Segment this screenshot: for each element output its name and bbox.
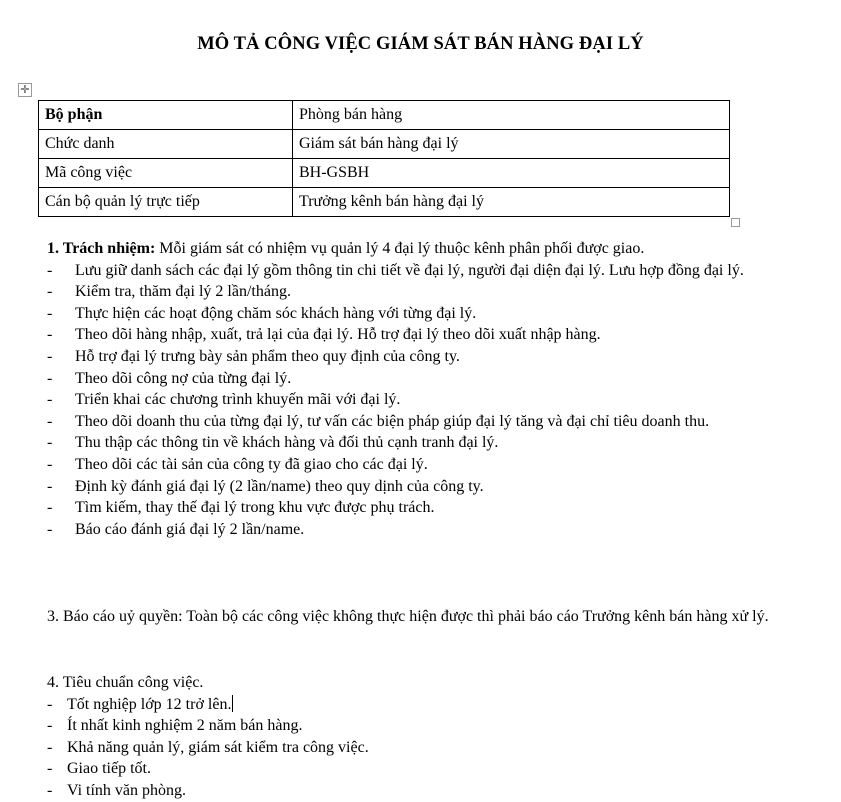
table-cell-value[interactable]: Phòng bán hàng: [293, 101, 730, 130]
list-item: - Thu thập các thông tin về khách hàng và đối thủ cạnh tranh đại lý.: [47, 432, 787, 454]
table-cell-value[interactable]: Trưởng kênh bán hàng đại lý: [293, 188, 730, 217]
list-item: - Giao tiếp tốt.: [47, 758, 787, 780]
table-cell-label[interactable]: Chức danh: [39, 130, 293, 159]
table-cell-value[interactable]: Giám sát bán hàng đại lý: [293, 130, 730, 159]
list-item: - Vi tính văn phòng.: [47, 780, 787, 802]
section3-text: 3. Báo cáo uỷ quyền: Toàn bộ các công việc không thực hiện được thì phải báo cáo Trưởng kênh bán hàng xử lý.: [47, 608, 769, 625]
list-item: - Thực hiện các hoạt động chăm sóc khách hàng với từng đại lý.: [47, 303, 787, 325]
table-row: [39, 130, 730, 159]
list-item: - Tìm kiếm, thay thế đại lý trong khu vực được phụ trách.: [47, 497, 787, 519]
list-item: [47, 694, 787, 716]
section1-intro: Mỗi giám sát có nhiệm vụ quản lý 4 đại lý thuộc kênh phân phối được giao.: [155, 240, 645, 257]
document-title: MÔ TẢ CÔNG VIỆC GIÁM SÁT BÁN HÀNG ĐẠI LÝ: [197, 34, 644, 54]
list-item: - Báo cáo đánh giá đại lý 2 lần/name.: [47, 519, 787, 541]
table-cell-value[interactable]: BH-GSBH: [293, 159, 730, 188]
text-cursor: [232, 695, 233, 712]
list-item: - Khả năng quản lý, giám sát kiểm tra công việc.: [47, 737, 787, 759]
list-item: - Ít nhất kinh nghiệm 2 năm bán hàng.: [47, 715, 787, 737]
list-item-text: Tốt nghiệp lớp 12 trở lên.: [67, 695, 232, 713]
responsibilities-list: [47, 260, 787, 541]
list-item: - Kiểm tra, thăm đại lý 2 lần/tháng.: [47, 281, 787, 303]
table-row: [39, 101, 730, 130]
info-table: [38, 100, 730, 217]
section-reporting: [47, 606, 787, 628]
table-row: [39, 159, 730, 188]
list-item: - Hỗ trợ đại lý trưng bày sản phẩm theo quy định của công ty.: [47, 346, 787, 368]
section1-heading: 1. Trách nhiệm:: [47, 240, 156, 257]
table-row: [39, 188, 730, 217]
list-item: - Theo dõi công nợ của từng đại lý.: [47, 368, 787, 390]
table-cell-label[interactable]: Cán bộ quản lý trực tiếp: [39, 188, 293, 217]
section4-heading: 4. Tiêu chuẩn công việc.: [47, 674, 204, 691]
section-responsibilities: [47, 238, 787, 540]
list-item: - Theo dõi doanh thu của từng đại lý, tư vấn các biện pháp giúp đại lý tăng và đại chỉ tiêu doanh thu.: [47, 411, 787, 433]
list-item: - Lưu giữ danh sách các đại lý gồm thông tin chi tiết về đại lý, người đại diện đại lý. Lưu hợp đồng đại lý.: [47, 260, 787, 282]
table-cell-label[interactable]: Mã công việc: [39, 159, 293, 188]
list-item: - Theo dõi hàng nhập, xuất, trả lại của đại lý. Hỗ trợ đại lý theo dõi xuất nhập hàng.: [47, 324, 787, 346]
list-item: - Theo dõi các tài sản của công ty đã giao cho các đại lý.: [47, 454, 787, 476]
standards-list: [47, 694, 787, 802]
table-move-handle-icon[interactable]: ✛: [18, 83, 32, 97]
section1-heading-line: [47, 238, 787, 260]
list-item: - Triển khai các chương trình khuyến mãi với đại lý.: [47, 389, 787, 411]
table-resize-handle-icon[interactable]: [731, 218, 740, 227]
list-item: - Định kỳ đánh giá đại lý (2 lần/name) theo quy dịnh của công ty.: [47, 476, 787, 498]
section-job-standards: [47, 672, 787, 802]
table-cell-label[interactable]: Bộ phận: [39, 101, 293, 130]
